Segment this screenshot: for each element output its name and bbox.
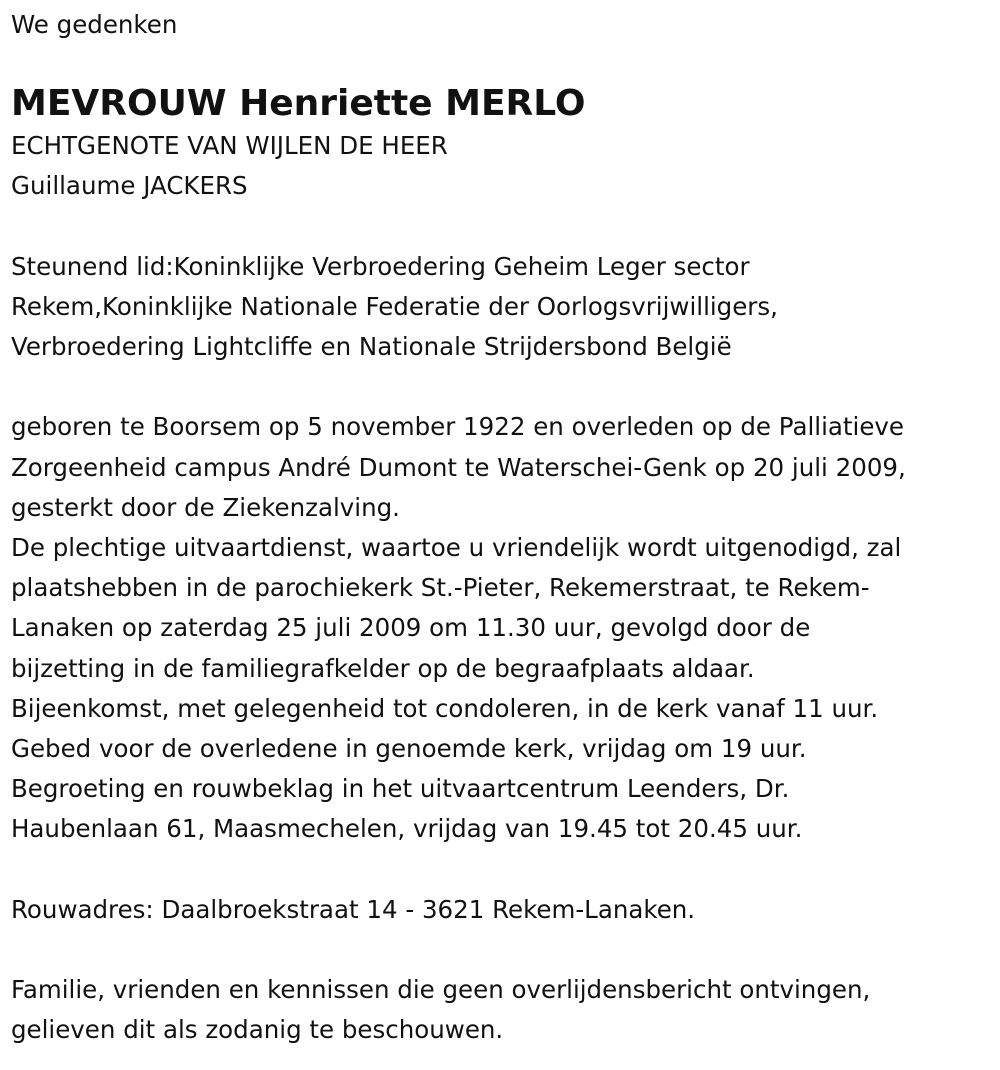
mourning-address: Rouwadres: Daalbroekstraat 14 - 3621 Rekem-Lanaken. — [11, 894, 696, 924]
spacer — [11, 850, 991, 890]
closing-line: Familie, vrienden en kennissen die geen overlijdensbericht ontvingen, — [11, 975, 871, 1005]
details-line: geboren te Boorsem op 5 november 1922 en overleden op de Palliatieve — [11, 412, 904, 442]
details-line: Lanaken op zaterdag 25 juli 2009 om 11.30 uur, gevolgd door de — [11, 613, 811, 643]
details-line: plaatshebben in de parochiekerk St.-Pieter, Rekemerstraat, te Rekem- — [11, 573, 870, 603]
obituary-notice — [11, 8, 991, 1051]
membership-line: Rekem,Koninklijke Nationale Federatie der Oorlogsvrijwilligers, — [11, 291, 778, 321]
details-line: gesterkt door de Ziekenzalving. — [11, 492, 400, 522]
membership-line: Verbroedering Lightcliffe en Nationale Strijdersbond België — [11, 332, 732, 361]
details-line: Zorgeenheid campus André Dumont te Waterschei-Genk op 20 juli 2009, — [11, 452, 906, 482]
details-line: Bijeenkomst, met gelegenheid tot condoleren, in de kerk vanaf 11 uur. — [11, 693, 879, 723]
spacer — [11, 367, 991, 407]
membership-line: Steunend lid:Koninklijke Verbroedering Geheim Leger sector — [11, 251, 750, 281]
membership-paragraph — [11, 247, 991, 368]
spouse-block — [11, 126, 991, 206]
closing-line: gelieven dit als zodanig te beschouwen. — [11, 1015, 504, 1045]
closing-paragraph — [11, 970, 991, 1050]
details-line: Haubenlaan 61, Maasmechelen, vrijdag van 19.45 tot 20.45 uur. — [11, 814, 803, 844]
spacer — [11, 930, 991, 970]
spouse-name: Guillaume JACKERS — [11, 171, 248, 201]
details-paragraph — [11, 407, 991, 849]
intro-text: We gedenken — [11, 10, 178, 39]
details-line: Gebed voor de overledene in genoemde kerk, vrijdag om 19 uur. — [11, 734, 807, 764]
details-line: Begroeting en rouwbeklag in het uitvaartcentrum Leenders, Dr. — [11, 774, 790, 804]
spouse-title: ECHTGENOTE VAN WIJLEN DE HEER — [11, 131, 448, 160]
details-line: De plechtige uitvaartdienst, waartoe u vriendelijk wordt uitgenodigd, zal — [11, 533, 902, 562]
deceased-name: MEVROUW Henriette MERLO — [11, 83, 586, 124]
details-line: bijzetting in de familiegrafkelder op de begraafplaats aldaar. — [11, 653, 755, 683]
spacer — [11, 206, 991, 246]
